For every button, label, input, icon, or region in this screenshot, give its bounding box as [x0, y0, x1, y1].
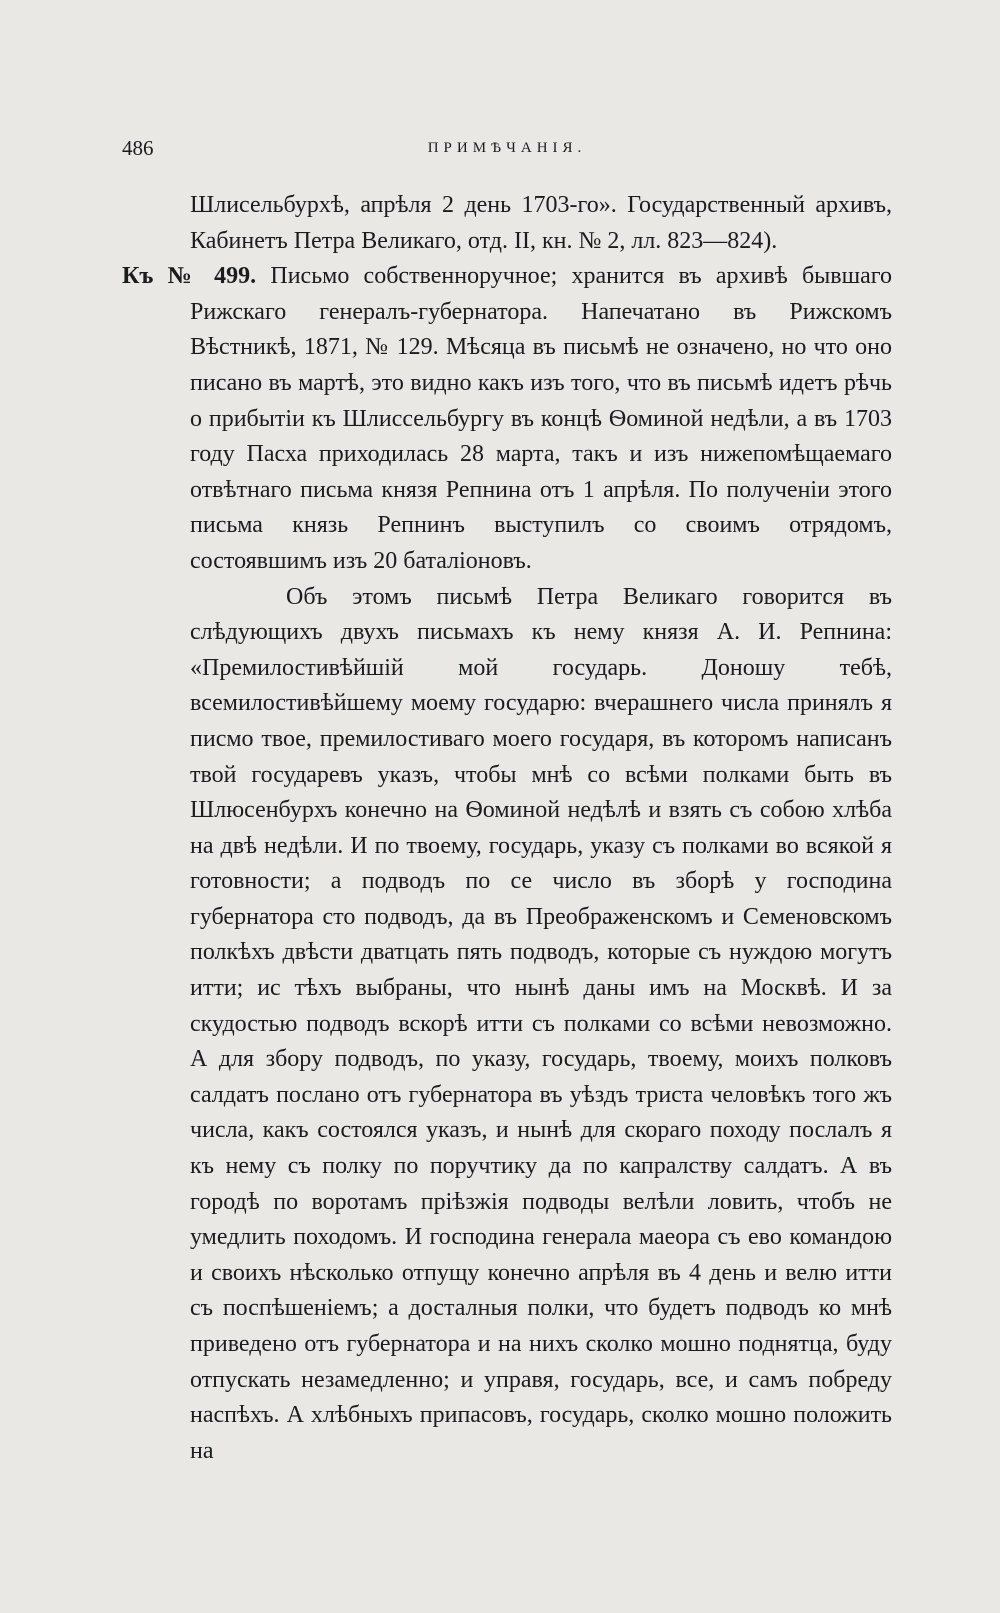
- page-header: [122, 136, 892, 166]
- paragraph-text: Объ этомъ письмѣ Петра Великаго говорится въ слѣдующихъ двухъ письмахъ къ нему князя А. И. Репнина: «Премилостивѣйшій мой государь. Доношу тебѣ, всемилостивѣйшему моему государю: вчерашнего числа принялъ я писмо твое, премилостиваго моего государя, въ которомъ написанъ твой государевъ указъ, чтобы мнѣ со всѣми полками быть въ Шлюсенбурхъ конечно на Ѳоминой недѣлѣ и взять съ собою хлѣба на двѣ недѣли. И по твоему, государь, указу съ полками во всякой я готовности; а подводъ по се число въ зборѣ у господина губернатора сто подводъ, да въ Преображенскомъ и Семеновскомъ полкѣхъ двѣсти дватцать пять подводъ, которые съ нуждою могутъ итти; ис тѣхъ выбраны, что нынѣ даны имъ на Москвѣ. И за скудостью подводъ вскорѣ итти съ полками со всѣми невозможно. А для збору подводъ, по указу, государь, твоему, моихъ полковъ салдатъ послано отъ губернатора въ уѣздъ триста человѣкъ того жъ числа, какъ состоялся указъ, и нынѣ для скораго походу послалъ я къ нему съ полку по поручтику да по капралству салдатъ. А въ городѣ по воротамъ пріѣзжія подводы велѣли ловить, чтобъ не умедлить походомъ. И господина генерала маеора съ ево командою и своихъ нѣсколько отпущу конечно апрѣля въ 4 день и велю итти съ поспѣшеніемъ; а досталныя полки, что будетъ подводъ ко мнѣ приведено отъ губернатора и на нихъ сколко мошно поднятца, буду отпускать незамедленно; и управя, государь, все, и самъ побреду наспѣхъ. А хлѣбныхъ припасовъ, государь, сколко мошно положить на: [190, 583, 892, 1464]
- running-title: ПРИМѢЧАНІЯ.: [427, 140, 587, 156]
- paragraph-text: Шлисельбурхѣ, апрѣля 2 день 1703-го». Государственный архивъ, Кабинетъ Петра Великаго, отд. II, кн. № 2, лл. 823—824).: [190, 192, 892, 254]
- body-text: [122, 188, 892, 1469]
- paragraph-continuation: [122, 188, 892, 259]
- page-number: 486: [122, 136, 154, 160]
- note-reference: Къ № 499.: [122, 263, 257, 290]
- quote-paragraph: [122, 580, 892, 1470]
- note-paragraph: [122, 259, 892, 579]
- paragraph-text: Письмо собственноручное; хранится въ архивѣ бывшаго Рижскаго генералъ-губернатора. Напечатано въ Рижскомъ Вѣстникѣ, 1871, № 129. Мѣсяца въ письмѣ не означено, но что оно писано въ мартѣ, это видно какъ изъ того, что въ письмѣ идетъ рѣчь о прибытіи къ Шлиссельбургу въ концѣ Ѳоминой недѣли, а въ 1703 году Пасха приходилась 28 марта, такъ и изъ нижепомѣщаемаго отвѣтнаго письма князя Репнина отъ 1 апрѣля. По полученіи этого письма князь Репнинъ выступилъ со своимъ отрядомъ, состоявшимъ изъ 20 баталіоновъ.: [190, 263, 893, 574]
